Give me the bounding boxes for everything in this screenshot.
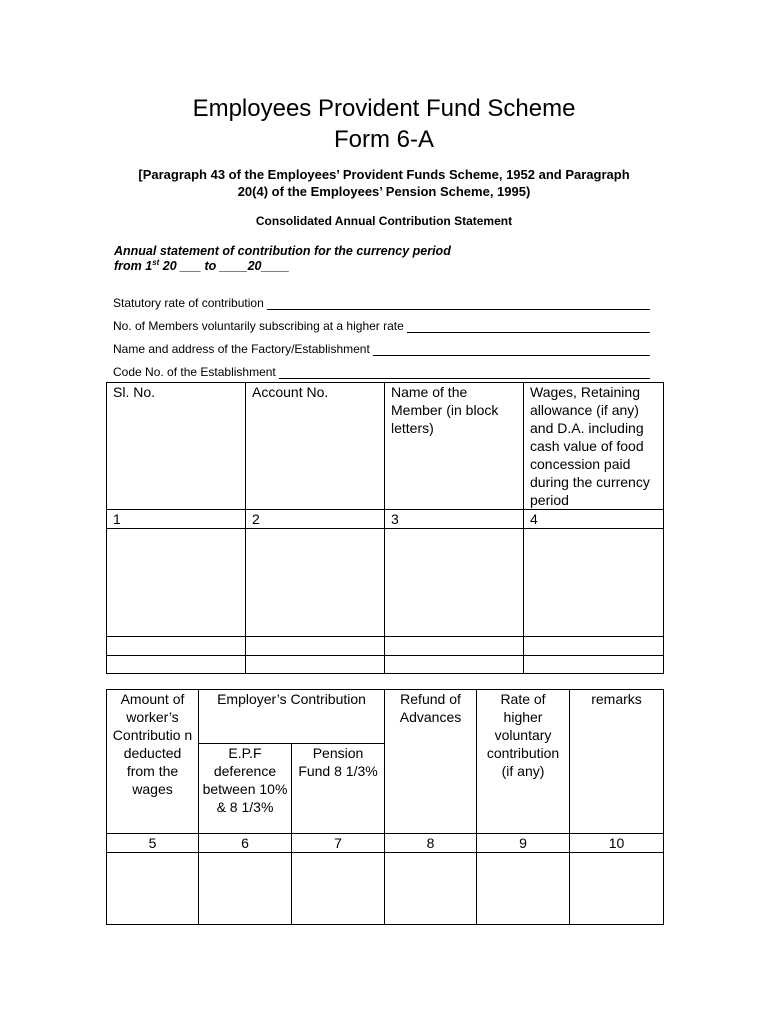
entry-cell[interactable] [107, 637, 246, 656]
remarks-header: remarks [570, 690, 664, 834]
form-number: Form 6-A [333, 126, 434, 153]
form-title: Employees Provident Fund Scheme [192, 95, 576, 122]
column-number: 10 [570, 834, 664, 853]
statutory-rate-field[interactable] [113, 296, 650, 310]
column-number: 5 [107, 834, 199, 853]
column-number: 2 [246, 510, 385, 529]
table-header-row [107, 383, 664, 510]
table-header-row [107, 690, 664, 744]
column-number: 9 [477, 834, 570, 853]
establishment-code-field[interactable] [113, 365, 650, 379]
sl-no-header: Sl. No. [107, 383, 246, 510]
annual-period: 20 ___ to ____20____ [159, 259, 290, 273]
entry-cell[interactable] [199, 853, 292, 925]
members-table [106, 382, 664, 674]
worker-contribution-header: Amount of worker’s Contributio n deducted from the wages [107, 690, 199, 834]
factory-address-line[interactable] [373, 344, 650, 356]
voluntary-rate-header: Rate of higher voluntary contribution (if any) [477, 690, 570, 834]
column-number: 6 [199, 834, 292, 853]
entry-cell[interactable] [246, 656, 385, 674]
entry-cell[interactable] [570, 853, 664, 925]
factory-address-label: Name and address of the Factory/Establishment [113, 342, 370, 356]
entry-cell[interactable] [524, 637, 664, 656]
employer-contribution-header: Employer’s Contribution [199, 690, 385, 744]
higher-rate-members-line[interactable] [407, 321, 650, 333]
entry-cell[interactable] [385, 529, 524, 637]
contributions-table [106, 689, 664, 925]
column-number: 1 [107, 510, 246, 529]
higher-rate-members-label: No. of Members voluntarily subscribing at a higher rate [113, 319, 404, 333]
table-row [107, 656, 664, 674]
statement-title: Consolidated Annual Contribution Statement [255, 214, 513, 228]
paragraph-reference-line1: [Paragraph 43 of the Employees’ Provident Funds Scheme, 1952 and Paragraph [138, 167, 630, 182]
epf-difference-header: E.P.F deference between 10% & 8 1/3% [199, 744, 292, 834]
higher-rate-members-field[interactable] [113, 319, 650, 333]
paragraph-reference-line2: 20(4) of the Employees’ Pension Scheme, 1995) [237, 184, 531, 199]
pension-fund-header: Pension Fund 8 1/3% [292, 744, 385, 834]
entry-cell[interactable] [246, 637, 385, 656]
account-no-header: Account No. [246, 383, 385, 510]
entry-cell[interactable] [385, 656, 524, 674]
entry-cell[interactable] [107, 853, 199, 925]
entry-cell[interactable] [292, 853, 385, 925]
column-number-row [107, 834, 664, 853]
table-row [107, 529, 664, 637]
annual-from: from 1 [114, 259, 153, 273]
annual-statement-line2 [114, 259, 289, 274]
annual-sup: st [152, 258, 160, 267]
factory-address-field[interactable] [113, 342, 650, 356]
entry-cell[interactable] [385, 853, 477, 925]
entry-cell[interactable] [246, 529, 385, 637]
statutory-rate-line[interactable] [267, 298, 650, 310]
table-row [107, 637, 664, 656]
column-number: 4 [524, 510, 664, 529]
column-number: 8 [385, 834, 477, 853]
member-name-header: Name of the Member (in block letters) [385, 383, 524, 510]
entry-cell[interactable] [385, 637, 524, 656]
annual-statement-line1: Annual statement of contribution for the currency period [114, 244, 451, 258]
statutory-rate-label: Statutory rate of contribution [113, 296, 264, 310]
entry-cell[interactable] [107, 656, 246, 674]
table-row [107, 853, 664, 925]
entry-cell[interactable] [477, 853, 570, 925]
entry-cell[interactable] [524, 656, 664, 674]
wages-header: Wages, Retaining allowance (if any) and D.A. including cash value of food concession paid during the currency period [524, 383, 664, 510]
entry-cell[interactable] [107, 529, 246, 637]
column-number-row [107, 510, 664, 529]
column-number: 3 [385, 510, 524, 529]
entry-cell[interactable] [524, 529, 664, 637]
column-number: 7 [292, 834, 385, 853]
establishment-code-label: Code No. of the Establishment [113, 365, 276, 379]
establishment-code-line[interactable] [279, 367, 650, 379]
refund-of-advances-header: Refund of Advances [385, 690, 477, 834]
